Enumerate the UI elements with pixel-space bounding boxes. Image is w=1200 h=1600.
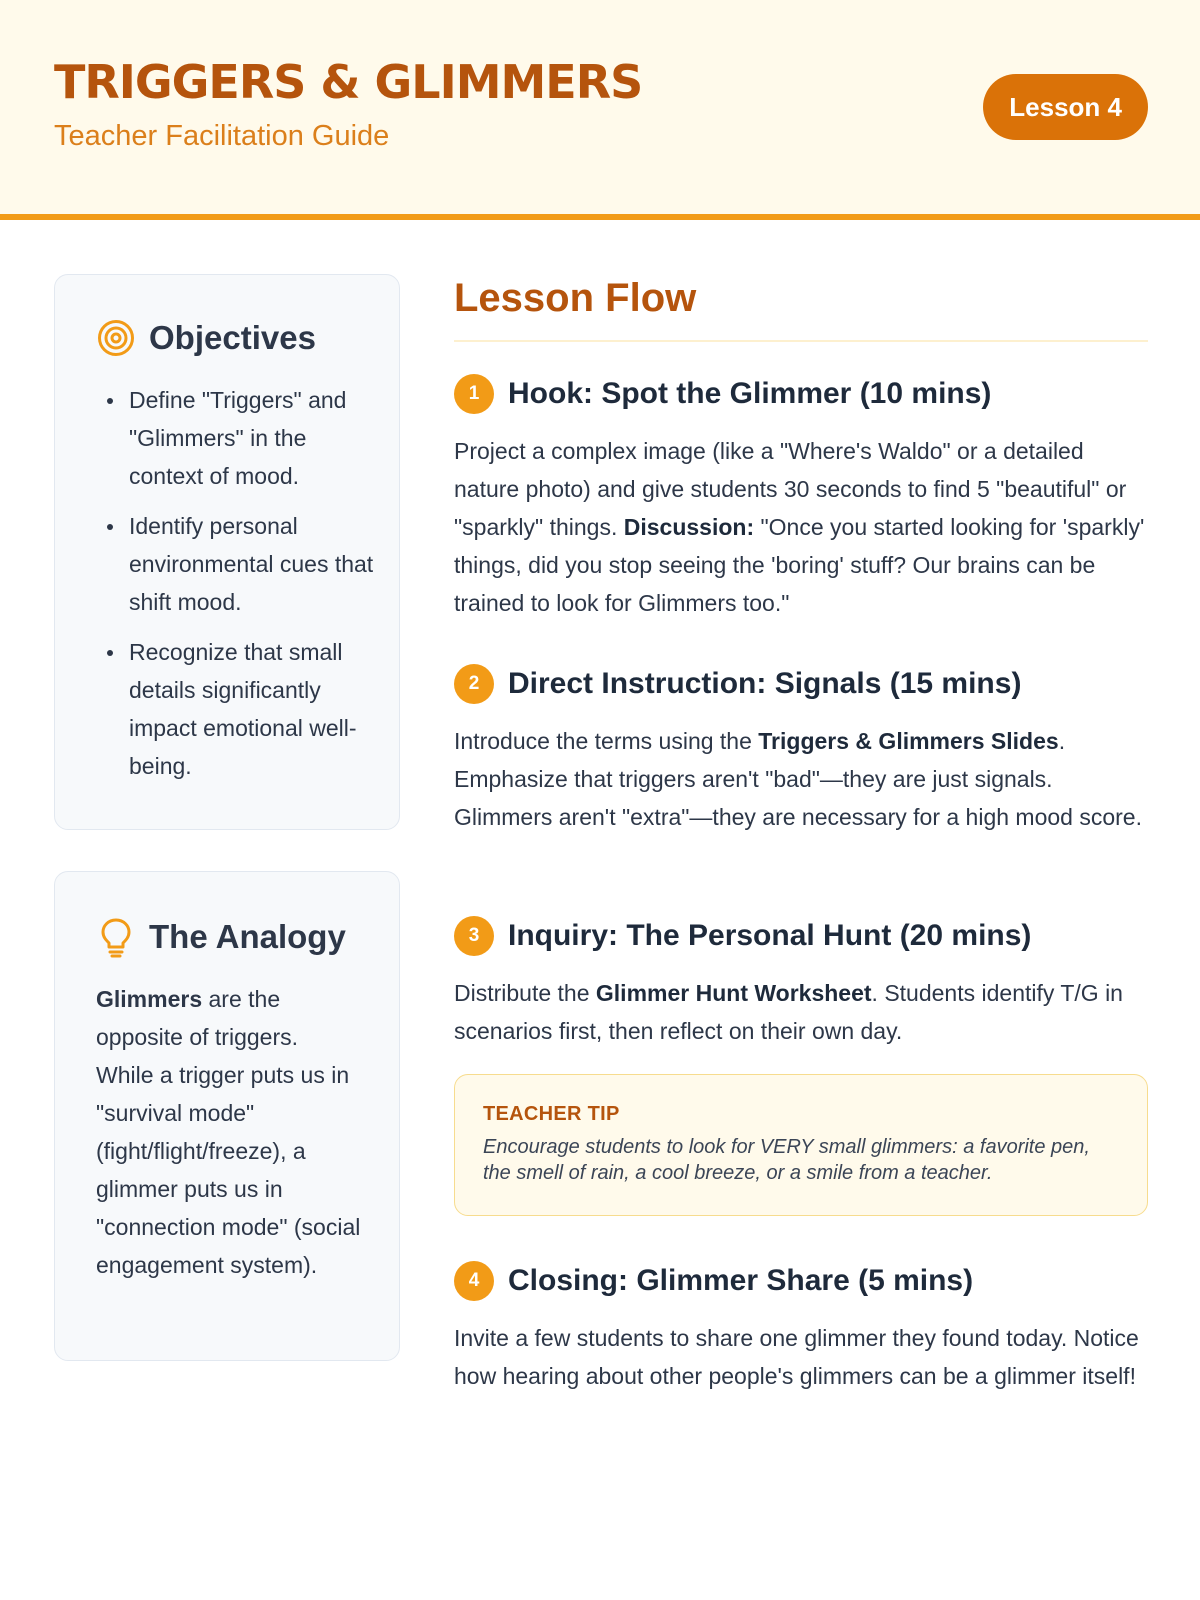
teacher-tip-label: TEACHER TIP [483,1103,620,1125]
step-text: Introduce the terms using the [454,728,759,754]
step-heading: Hook: Spot the Glimmer (10 mins) [508,377,992,410]
lesson-step-2 [454,664,1148,836]
step-header [454,1261,1148,1301]
list-item: Define "Triggers" and "Glimmers" in the context of mood. [129,381,375,495]
analogy-body: are the opposite of triggers. While a trigger puts us in "survival mode" (fight/flight/freeze), a glimmer puts us in "connection mode" (social engagement system). [96,986,361,1278]
analogy-header [55,916,399,958]
objectives-card [54,274,400,830]
objectives-heading: Objectives [149,319,316,356]
step-text: . Emphasize that triggers aren't "bad"—they are just signals. Glimmers aren't "extra"—they are necessary for a high mood score. [454,728,1142,830]
page-title: TRIGGERS & GLIMMERS [54,55,643,109]
teacher-tip-box [454,1074,1148,1216]
step-bold-text: Glimmer Hunt Worksheet [595,980,872,1006]
step-text: Distribute the [454,980,596,1006]
step-bold-text: Discussion: [623,514,755,540]
step-body [454,974,1148,1050]
step-header [454,374,1148,414]
step-body [454,1319,1148,1395]
step-heading: Closing: Glimmer Share (5 mins) [508,1264,974,1297]
divider [454,340,1148,342]
page-subtitle: Teacher Facilitation Guide [54,120,390,152]
step-header [454,664,1148,704]
analogy-card [54,871,400,1361]
objectives-list [55,381,399,785]
lesson-flow-title: Lesson Flow [454,276,697,320]
step-number-badge: 3 [454,916,494,956]
step-text: . Students identify T/G in scenarios first, then reflect on their own day. [454,980,1123,1044]
lesson-step-3 [454,916,1148,1050]
step-number-badge: 4 [454,1261,494,1301]
lesson-badge: Lesson 4 [983,74,1148,140]
step-heading: Direct Instruction: Signals (15 mins) [508,667,1022,700]
step-number-badge: 1 [454,374,494,414]
step-body [454,722,1148,836]
step-number-badge: 2 [454,664,494,704]
step-header [454,916,1148,956]
lesson-step-4 [454,1261,1148,1395]
lightbulb-icon [97,916,135,958]
target-icon [97,319,135,357]
header [0,0,1200,220]
list-item: Identify personal environmental cues that shift mood. [129,507,375,621]
step-body [454,432,1148,622]
list-item: Recognize that small details significantly impact emotional well-being. [129,633,375,785]
teacher-tip-text: Encourage students to look for VERY small glimmers: a favorite pen, the smell of rain, a cool breeze, or a smile from a teacher. [483,1136,1090,1184]
step-text: Project a complex image (like a "Where's Waldo" or a detailed nature photo) and give students 30 seconds to find 5 "beautiful" or "sparkly" things. [454,438,1127,540]
analogy-text [55,980,399,1284]
analogy-bold-lead: Glimmers [96,986,203,1012]
objectives-header [55,319,399,357]
step-text: Invite a few students to share one glimmer they found today. Notice how hearing about other people's glimmers can be a glimmer itself! [454,1325,1139,1389]
analogy-heading: The Analogy [149,918,346,955]
step-bold-text: Triggers & Glimmers Slides [758,728,1059,754]
step-heading: Inquiry: The Personal Hunt (20 mins) [508,919,1032,952]
step-text: "Once you started looking for 'sparkly' things, did you stop seeing the 'boring' stuff? Our brains can be trained to look for Glimmers too." [454,514,1145,616]
lesson-step-1 [454,374,1148,622]
